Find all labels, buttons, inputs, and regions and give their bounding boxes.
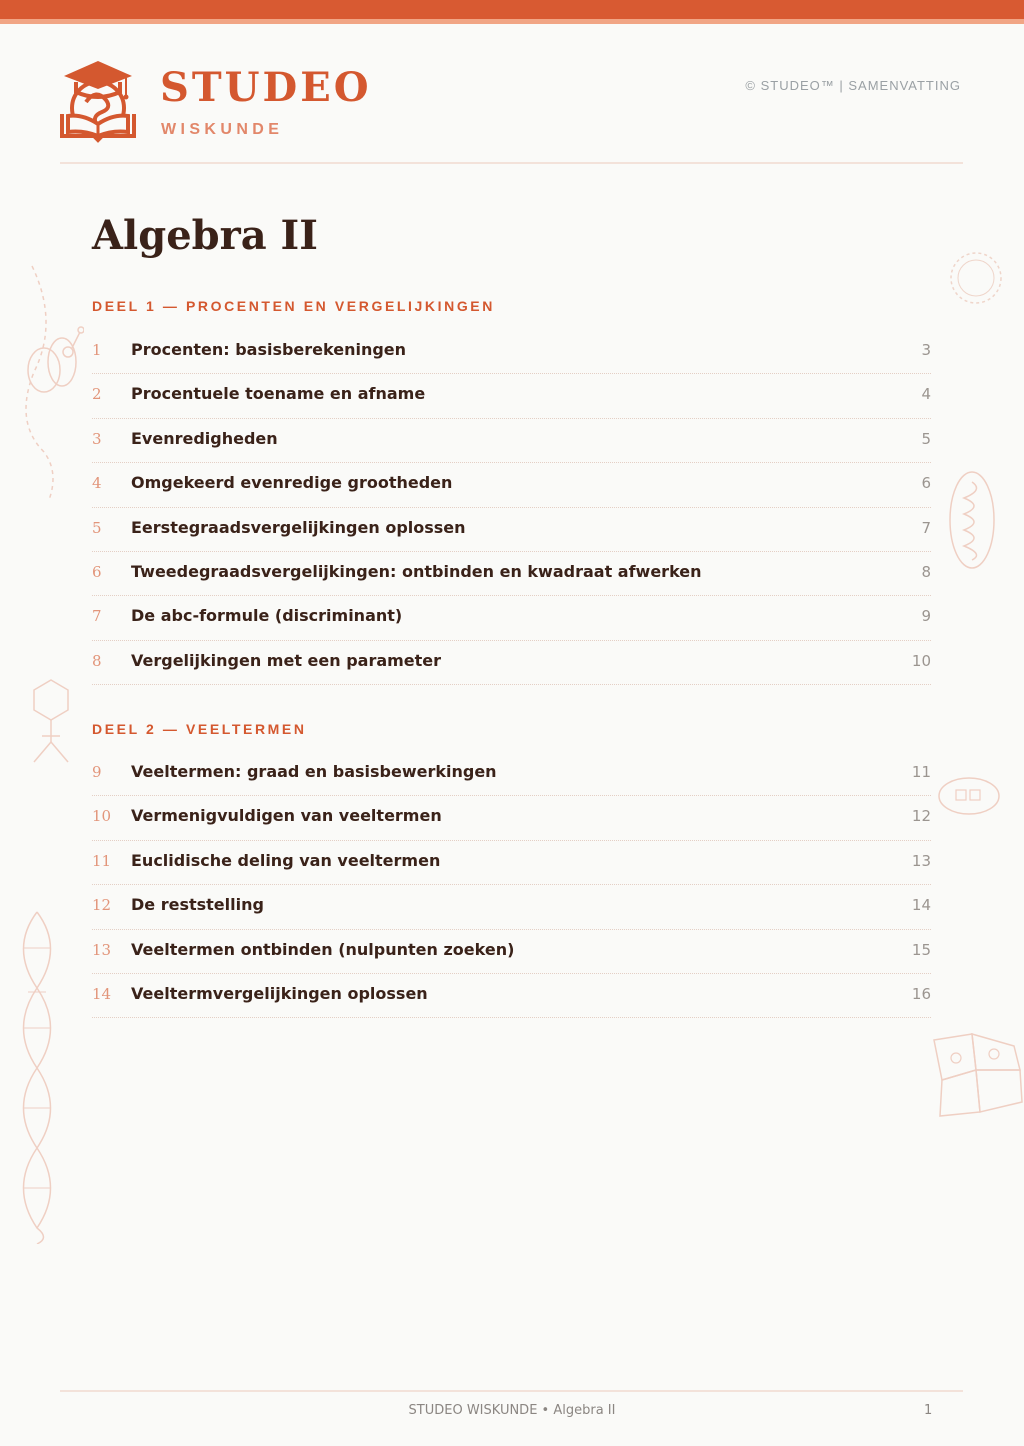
page-title: Algebra II [92, 212, 318, 259]
toc-entry-number: 14 [92, 984, 112, 1003]
toc-entry[interactable] [92, 596, 931, 640]
toc-entry[interactable] [92, 641, 931, 685]
toc-entry-page-number: 13 [911, 851, 931, 870]
toc-entry-title[interactable]: Veeltermen ontbinden (nulpunten zoeken) [131, 939, 515, 959]
section-heading-deel-2: DEEL 2 — VEELTERMEN [92, 721, 307, 737]
decorative-virus-icon [28, 676, 74, 766]
toc-entry-page-number: 12 [911, 807, 931, 826]
toc-entry-page-number: 7 [921, 518, 931, 537]
brand-subtitle: WISKUNDE [161, 121, 284, 138]
section-heading-deel-1: DEEL 1 — PROCENTEN EN VERGELIJKINGEN [92, 298, 495, 314]
toc-entry-title[interactable]: Evenredigheden [131, 428, 278, 448]
toc-entry-title[interactable]: Veeltermvergelijkingen oplossen [131, 983, 428, 1003]
top-accent-bar [0, 0, 1024, 19]
toc-entry-title[interactable]: Vermenigvuldigen van veeltermen [131, 806, 442, 826]
toc-entry-page-number: 16 [911, 984, 931, 1003]
footer-page-number: 1 [924, 1403, 933, 1418]
toc-entry-page-number: 10 [911, 651, 931, 670]
toc-entry-page-number: 15 [911, 940, 931, 959]
decorative-cell-illustration [14, 262, 84, 502]
toc-entry-number: 11 [92, 851, 112, 870]
toc-entry-title[interactable]: Euclidische deling van veeltermen [131, 850, 441, 870]
toc-entry[interactable] [92, 752, 931, 796]
toc-entry-number: 13 [92, 940, 112, 959]
toc-entry-page-number: 14 [911, 896, 931, 915]
toc-entry-number: 9 [92, 763, 102, 781]
footer-divider [60, 1390, 963, 1392]
studeo-logo-icon [58, 58, 138, 144]
brand-name: STUDEO [160, 64, 372, 111]
toc-entry-title[interactable]: De abc-formule (discriminant) [131, 606, 403, 626]
toc-entry-page-number: 3 [921, 341, 931, 359]
header-copyright: © STUDEO™ | SAMENVATTING [745, 78, 961, 93]
toc-list-deel-2 [92, 752, 931, 1018]
decorative-cells-icon [928, 1030, 1024, 1120]
toc-entry-title[interactable]: Vergelijkingen met een parameter [131, 650, 442, 670]
toc-entry-number: 12 [92, 896, 112, 915]
toc-entry-title[interactable]: Veeltermen: graad en basisbewerkingen [131, 762, 497, 781]
toc-entry-title[interactable]: Tweedegraadsvergelijkingen: ontbinden en kwadraat afwerken [131, 561, 702, 581]
decorative-mitochondrion-icon [944, 468, 1000, 572]
toc-entry-page-number: 11 [911, 763, 931, 781]
toc-entry-page-number: 9 [921, 607, 931, 626]
decorative-bacterium-icon [936, 774, 1002, 818]
toc-entry-number: 3 [92, 429, 102, 448]
toc-entry-number: 10 [92, 807, 112, 826]
toc-entry-number: 8 [92, 651, 102, 670]
toc-entry[interactable] [92, 841, 931, 885]
toc-entry-number: 6 [92, 562, 102, 581]
toc-entry-number: 5 [92, 518, 102, 537]
toc-entry[interactable] [92, 796, 931, 840]
toc-entry-number: 7 [92, 607, 102, 626]
toc-list-deel-1 [92, 330, 931, 685]
toc-entry-title[interactable]: Procenten: basisberekeningen [131, 340, 407, 359]
toc-entry[interactable] [92, 885, 931, 929]
toc-entry-title[interactable]: Eerstegraadsvergelijkingen oplossen [131, 517, 466, 537]
toc-entry-number: 4 [92, 474, 102, 493]
toc-entry-number: 2 [92, 385, 102, 404]
toc-entry[interactable] [92, 930, 931, 974]
toc-entry[interactable] [92, 552, 931, 596]
toc-entry[interactable] [92, 463, 931, 507]
toc-entry-title[interactable]: Omgekeerd evenredige grootheden [131, 473, 453, 493]
toc-entry-page-number: 4 [921, 385, 931, 404]
top-accent-bar-light [0, 19, 1024, 24]
decorative-dna-helix-icon [10, 908, 64, 1244]
toc-entry-title[interactable]: De reststelling [131, 895, 264, 915]
toc-entry[interactable] [92, 374, 931, 418]
decorative-circle-icon [946, 248, 1006, 308]
toc-entry-page-number: 5 [921, 429, 931, 448]
header-divider [60, 162, 963, 164]
toc-entry-page-number: 6 [921, 474, 931, 493]
toc-entry[interactable] [92, 419, 931, 463]
footer-title: STUDEO WISKUNDE • Algebra II [408, 1403, 616, 1418]
toc-entry-page-number: 8 [921, 562, 931, 581]
toc-entry-number: 1 [92, 341, 102, 359]
toc-entry[interactable] [92, 508, 931, 552]
toc-entry-title[interactable]: Procentuele toename en afname [131, 384, 426, 404]
toc-entry[interactable] [92, 330, 931, 374]
toc-entry[interactable] [92, 974, 931, 1018]
